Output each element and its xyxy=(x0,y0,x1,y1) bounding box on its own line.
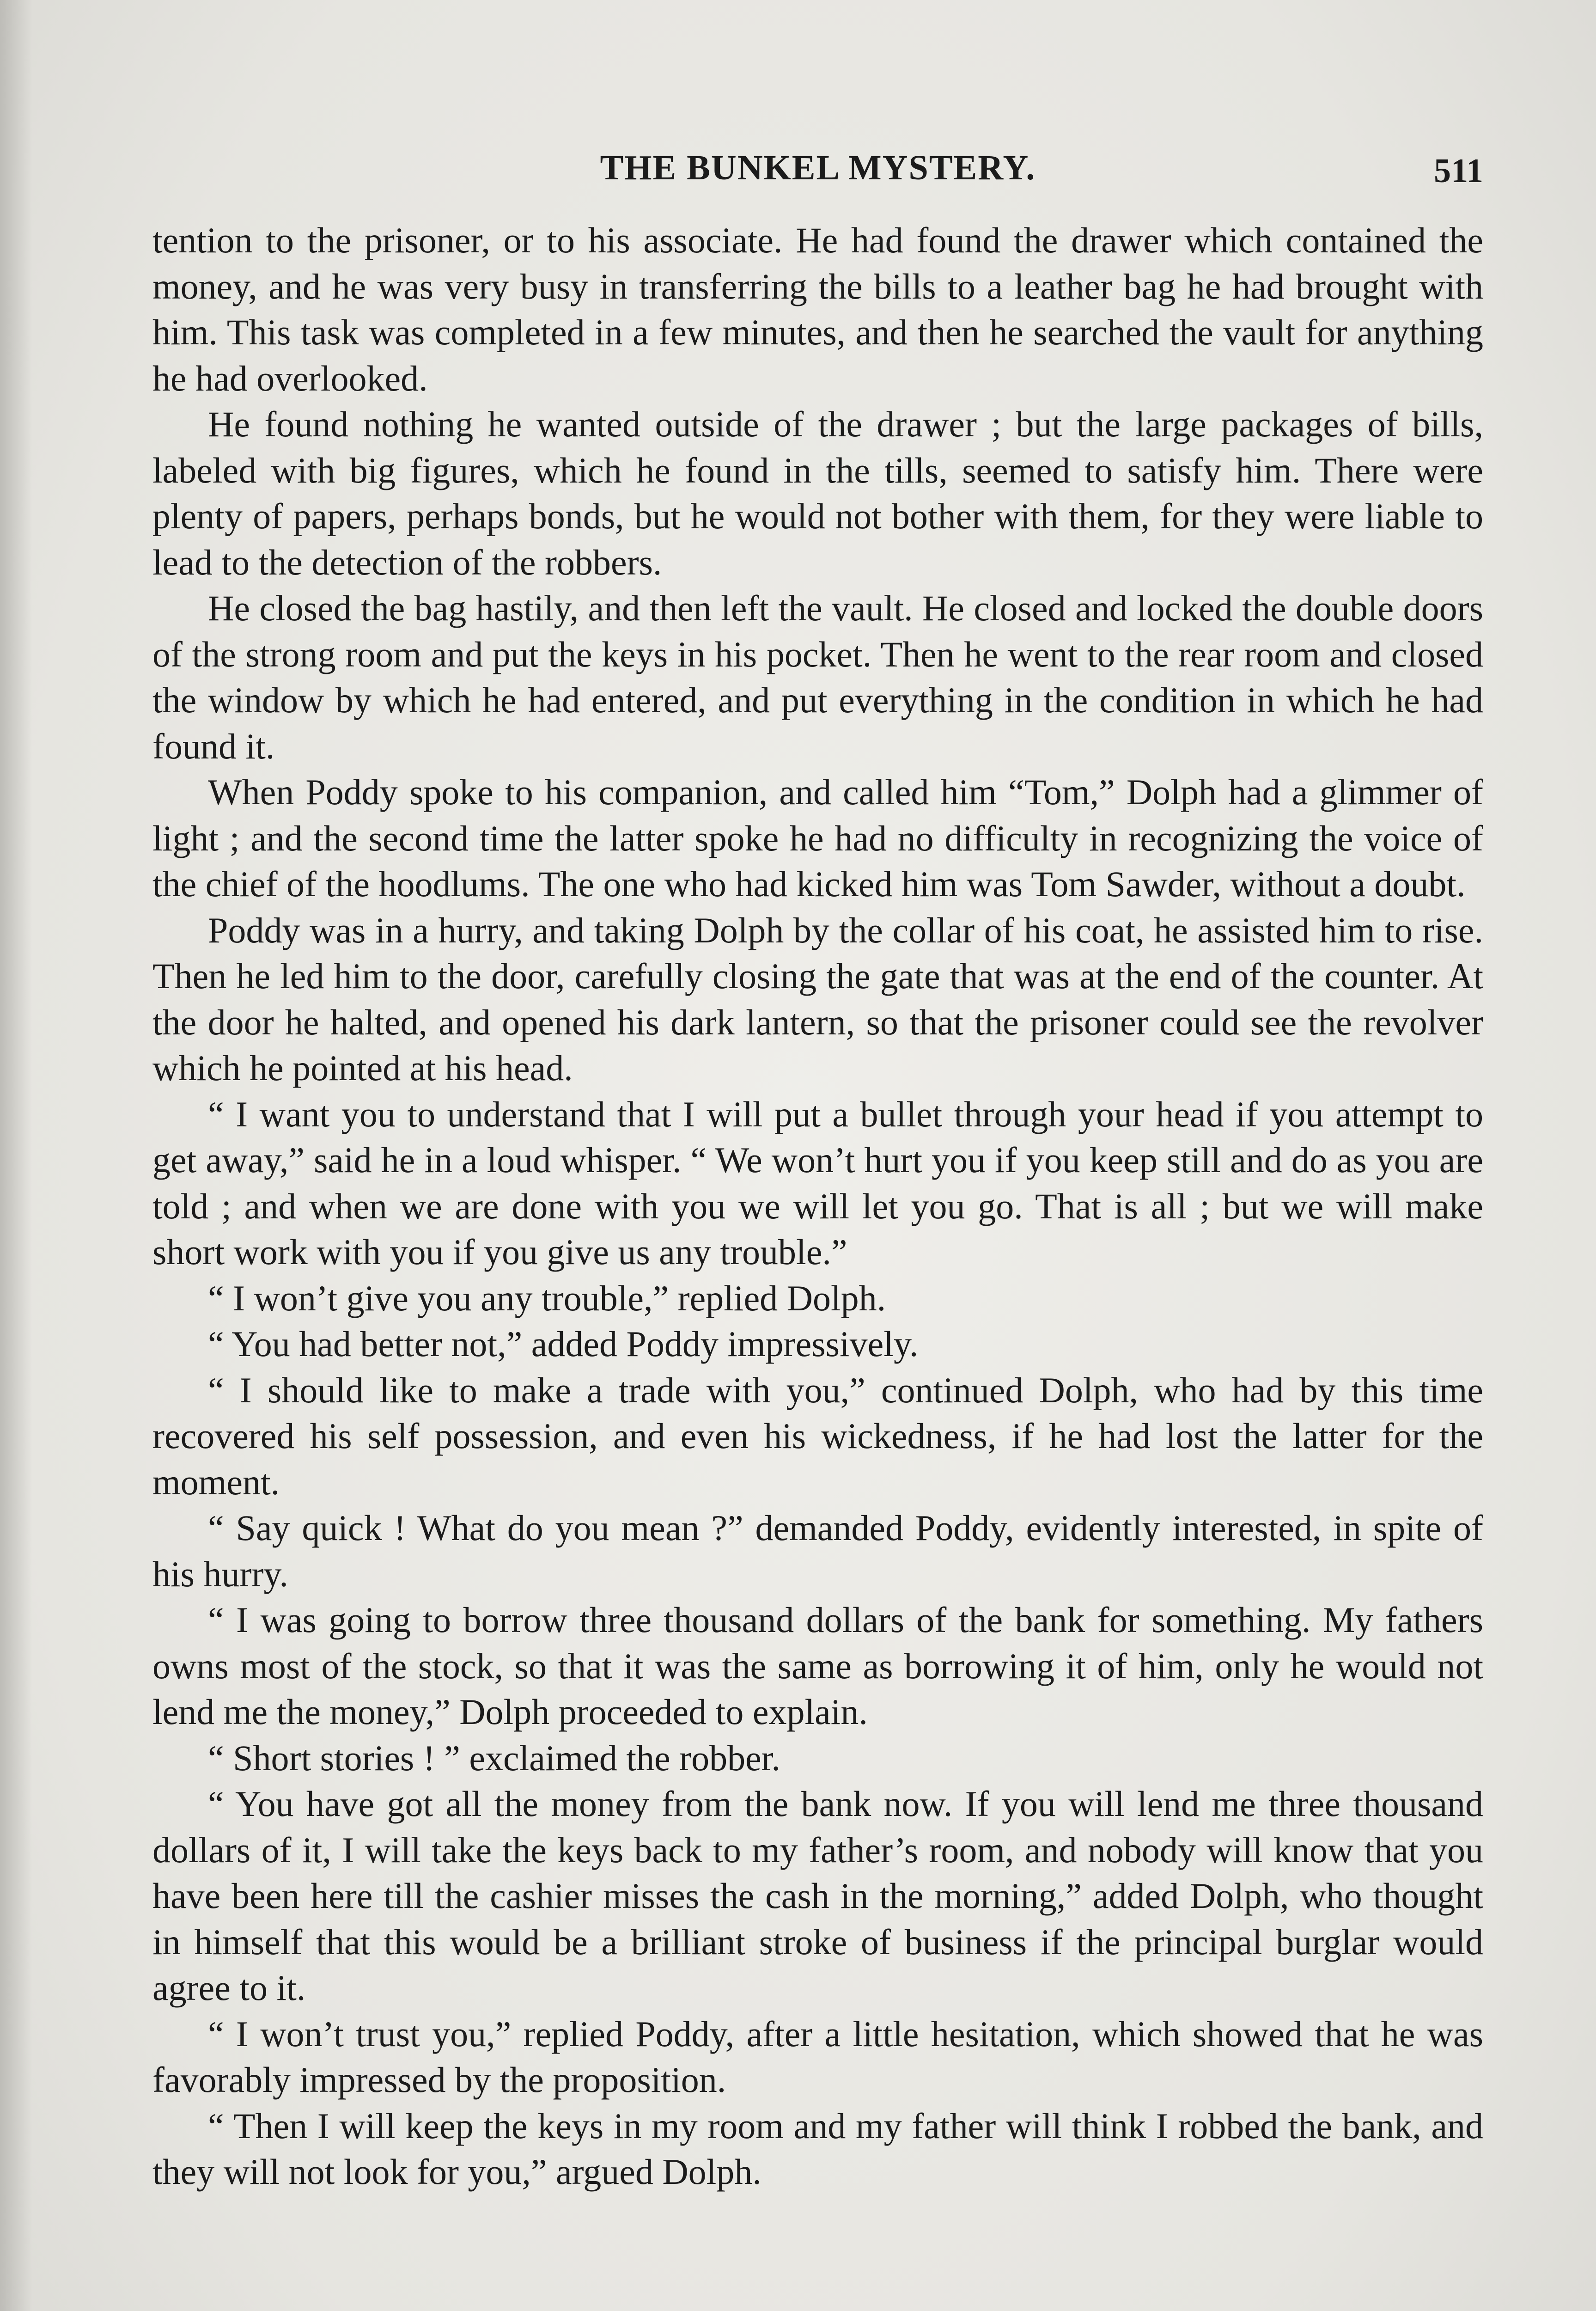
paragraph: “ I want you to understand that I will put a bullet through your head if you attempt to get away,” said he in a loud whisper. “ We won’t hurt you if you keep still and do as you are told ; and when we are done with you we will let you go. That is all ; but we will make short work with you if you give us any trouble.” xyxy=(152,1094,1483,1272)
page-header xyxy=(152,148,1483,199)
paragraph: When Poddy spoke to his companion, and called him “Tom,” Dolph had a glimmer of light ; and the second time the latter spoke he had no difficulty in recognizing the voice of the chief of the hoodlums. The one who had kicked him was Tom Sawder, without a doubt. xyxy=(152,772,1483,904)
page-number: 511 xyxy=(1434,152,1483,190)
page-edge-shadow xyxy=(0,0,32,2311)
paragraph: “ You had better not,” added Poddy impressively. xyxy=(208,1324,919,1364)
paragraph: “ You have got all the money from the bank now. If you will lend me three thousand dollars of it, I will take the keys back to my father’s room, and nobody will know that you have been here till the cashier misses the cash in the morning,” added Dolph, who thought in himself that this would be a brilliant stroke of business if the principal burglar would agree to it. xyxy=(152,1784,1483,2008)
paragraph: “ I should like to make a trade with you,” continued Dolph, who had by this time recovered his self possession, and even his wickedness, if he had lost the latter for the moment. xyxy=(152,1369,1483,1502)
paragraph: “ Say quick ! What do you mean ?” demanded Poddy, evidently interested, in spite of his hurry. xyxy=(152,1508,1483,1594)
paragraph: “ I won’t give you any trouble,” replied Dolph. xyxy=(208,1278,886,1318)
paragraph: He found nothing he wanted outside of the drawer ; but the large packages of bills, labeled with big figures, which he found in the tills, seemed to satisfy him. There were plenty of papers, perhaps bonds, but he would not bother with them, for they were liable to lead to the detection of the robbers. xyxy=(152,404,1483,582)
paragraph: “ Short stories ! ” exclaimed the robber. xyxy=(208,1737,780,1778)
paragraph: Poddy was in a hurry, and taking Dolph by the collar of his coat, he assisted him to rise. Then he led him to the door, carefully closing the gate that was at the end of the counter. At the door he halted, and opened his dark lantern, so that the prisoner could see the revolver which he pointed at his head. xyxy=(152,910,1483,1088)
paragraph: tention to the prisoner, or to his associate. He had found the drawer which contained the money, and he was very busy in transferring the bills to a leather bag he had brought with him. This task was completed in a few minutes, and then he searched the vault for anything he had overlooked. xyxy=(152,220,1483,398)
paragraph: “ I won’t trust you,” replied Poddy, after a little hesitation, which showed that he was favorably impressed by the proposition. xyxy=(152,2013,1483,2100)
paragraph: He closed the bag hastily, and then left the vault. He closed and locked the double doors of the strong room and put the keys in his pocket. Then he went to the rear room and closed the window by which he had entered, and put everything in the condition in which he had found it. xyxy=(152,588,1483,766)
running-title: THE BUNKEL MYSTERY. xyxy=(600,148,1036,187)
body-text xyxy=(152,217,1483,2195)
paragraph: “ I was going to borrow three thousand dollars of the bank for something. My fathers owns most of the stock, so that it was the same as borrowing it of him, only he would not lend me the money,” Dolph proceeded to explain. xyxy=(152,1600,1483,1732)
paragraph: “ Then I will keep the keys in my room and my father will think I robbed the bank, and they will not look for you,” argued Dolph. xyxy=(152,2105,1483,2192)
